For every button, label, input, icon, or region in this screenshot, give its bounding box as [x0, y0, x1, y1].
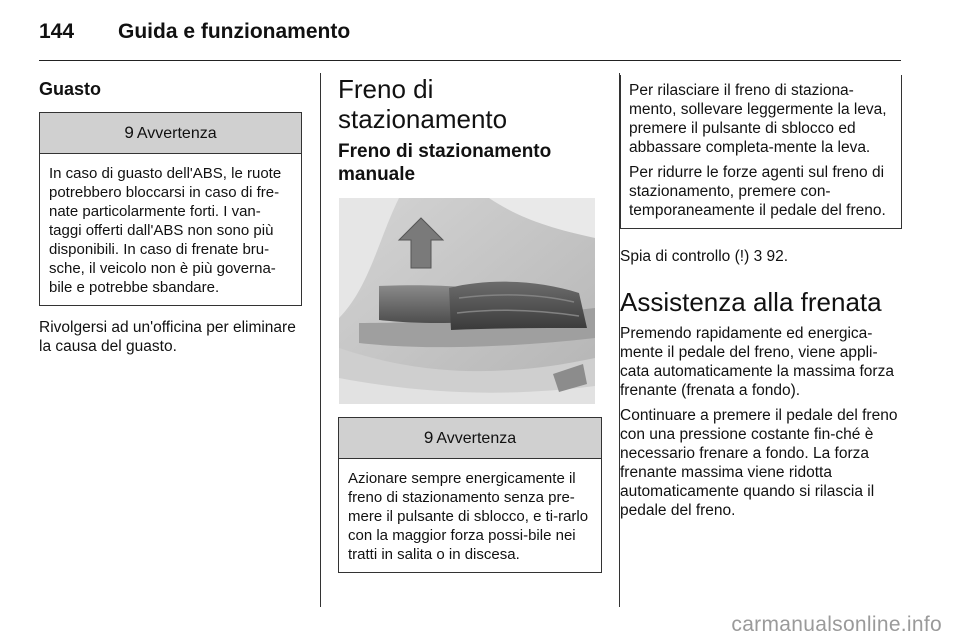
- indicator-text: Spia di controllo: [620, 248, 731, 265]
- paragraph-officina: Rivolgersi ad un'officina per eliminare la causa del guasto.: [39, 319, 296, 355]
- warning-body: [40, 154, 301, 305]
- column-2: [338, 75, 602, 585]
- brake-warning-icon: (!): [734, 248, 750, 265]
- heading-guasto: Guasto: [39, 79, 102, 99]
- warning-title: Avvertenza: [436, 430, 517, 448]
- warning-icon: 9: [423, 428, 434, 448]
- warning-text: Azionare sempre energicamente il freno di stazionamento senza pre-mere il pulsante di sblocco, e ti-rarlo con la maggior forza possi-bile nei tratti in salita o in discesa.: [348, 470, 589, 564]
- section-title: Guida e funzionamento: [118, 20, 351, 43]
- warning-title: Avvertenza: [136, 125, 217, 142]
- page-number: 144: [39, 20, 75, 43]
- continued-box: [620, 75, 902, 229]
- header-rule: [39, 60, 901, 61]
- page-ref: 92.: [766, 248, 789, 265]
- warning-icon: 9: [124, 123, 134, 142]
- handbrake-photo: [339, 198, 595, 404]
- assist-paragraph-1: Premendo rapidamente ed energica-mente il pedale del freno, viene appli-cata automaticamente la massima forza frenante (frenata a fondo).: [620, 324, 894, 399]
- boxed-paragraph-1: Per rilasciare il freno di staziona-mento, sollevare leggermente la leva, premere il pulsante di sblocco ed abbassare completa-mente la leva.: [629, 82, 887, 156]
- watermark: carmanualsonline.info: [731, 613, 942, 636]
- warning-box-abs: [39, 112, 302, 306]
- page-ref-icon: 3: [753, 248, 763, 265]
- warning-body: [339, 459, 601, 572]
- column-1: [39, 75, 302, 362]
- subtitle-freno-manuale: Freno di stazionamento manuale: [338, 140, 552, 185]
- assist-paragraph-2: Continuare a premere il pedale del freno con una pressione costante fin-ché è necessario frenare a fondo. La forza frenante massima viene ridotta automaticamente quando si rilascia il pedale del freno.: [620, 406, 898, 519]
- title-assistenza-frenata: Assistenza alla frenata: [620, 287, 882, 317]
- warning-box-handbrake: [338, 417, 602, 573]
- indicator-line: [620, 247, 902, 266]
- warning-header: [40, 113, 301, 154]
- boxed-paragraph-2: Per ridurre le forze agenti sul freno di stazionamento, premere con-temporaneamente il pedale del freno.: [629, 164, 886, 219]
- column-3: [620, 75, 902, 526]
- title-freno-stazionamento: Freno di stazionamento: [338, 74, 508, 134]
- warning-header: [339, 418, 601, 459]
- column-divider-1: [320, 73, 321, 607]
- warning-text: In caso di guasto dell'ABS, le ruote potrebbero bloccarsi in caso di fre-nate particolarmente forti. I van-taggi offerti dall'ABS non sono più disponibili. In caso di frenate bru-sche, il veicolo non è più governa-bile e potrebbe sbandare.: [49, 165, 282, 296]
